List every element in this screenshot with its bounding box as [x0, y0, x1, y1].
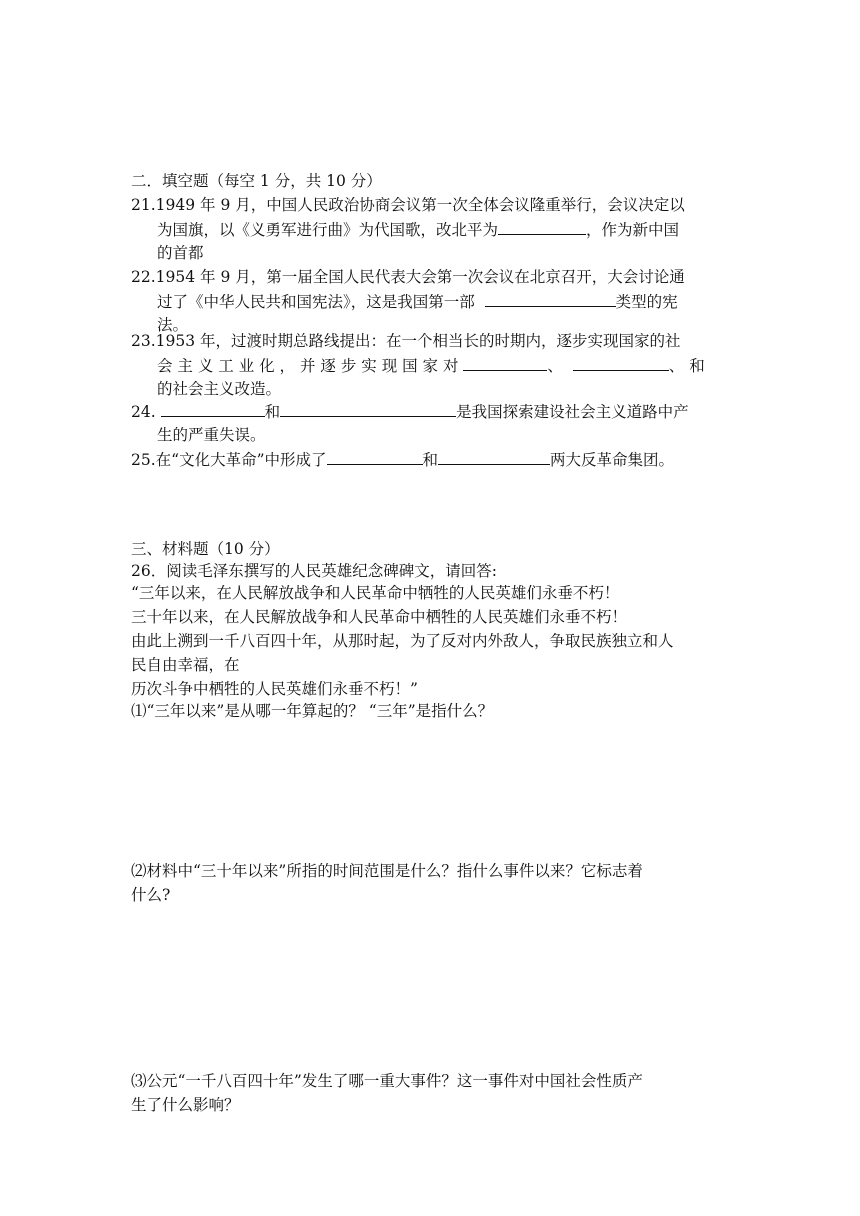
material-line-3: 由此上溯到一千八百四十年，从那时起，为了反对内外敌人，争取民族独立和人 — [131, 632, 674, 650]
q25-blank-1[interactable] — [327, 448, 423, 465]
material-line-1: “三年以来，在人民解放战争和人民革命中牺牲的人民英雄们永垂不朽！ — [131, 584, 620, 602]
sub-question-2-line1: ⑵材料中“三十年以来”所指的时间范围是什么？指什么事件以来？它标志着 — [131, 862, 643, 880]
q22-line1: 22.1954 年 9 月，第一届全国人民代表大会第一次会议在北京召开，大会讨论通 — [131, 268, 685, 286]
q22-text-b: 类型的宪 — [615, 293, 678, 311]
q23-line2 — [157, 354, 705, 377]
q25-text-b: 两大反革命集团。 — [550, 451, 675, 469]
q22-blank[interactable] — [485, 290, 616, 307]
q23-text-a: 会 主 义 工 业 化 ， 并 逐 步 实 现 国 家 对 — [157, 357, 459, 375]
section-fill-heading: 二．填空题（每空 1 分，共 10 分） — [131, 172, 382, 190]
q23-line3: 的社会主义改造。 — [157, 380, 282, 398]
sub-question-1: ⑴“三年以来”是从哪一年算起的？ “三年”是指什么？ — [131, 702, 494, 720]
q25-line — [131, 448, 674, 471]
q22-text-a: 过了《中华人民共和国宪法》，这是我国第一部 — [157, 293, 475, 311]
q24-number: 24. — [131, 403, 156, 421]
q22-line3: 法。 — [157, 316, 189, 334]
q23-blank-2[interactable] — [573, 354, 669, 371]
q25-text-a: 25.在“文化大革命”中形成了 — [131, 451, 327, 469]
q24-and: 和 — [264, 403, 281, 421]
q21-line2 — [157, 218, 679, 241]
q23-blank-1[interactable] — [463, 354, 547, 371]
q23-sep-1: 、 — [547, 357, 563, 375]
q23-line1: 23.1953 年，过渡时期总路线提出：在一个相当长的时期内，逐步实现国家的社 — [131, 332, 681, 350]
sub-question-2-line2: 什么? — [131, 886, 171, 904]
q21-text-b: ，作为新中国 — [586, 221, 680, 239]
sub-question-3-line1: ⑶公元“一千八百四十年”发生了哪一重大事件？这一事件对中国社会性质产 — [131, 1072, 643, 1090]
sub-question-3-line2: 生了什么影响？ — [131, 1096, 240, 1114]
q23-sep-2: 、 和 — [668, 357, 705, 375]
material-line-4: 民自由幸福，在 — [131, 656, 240, 674]
q24-blank-1[interactable] — [161, 400, 265, 417]
q24-blank-2[interactable] — [280, 400, 456, 417]
q21-line1: 21.1949 年 9 月，中国人民政治协商会议第一次全体会议隆重举行，会议决定以 — [131, 196, 685, 214]
q24-line2: 生的严重失误。 — [157, 426, 266, 444]
q22-line2 — [157, 290, 678, 313]
q25-and: 和 — [422, 451, 439, 469]
material-line-5: 历次斗争中栖牲的人民英雄们永垂不朽！” — [131, 680, 418, 698]
q24-line1 — [131, 400, 689, 423]
q21-text-a: 为国旗，以《义勇军进行曲》为代国歌，改北平为 — [157, 221, 499, 239]
material-line-2: 三十年以来，在人民解放战争和人民革命中栖牲的人民英雄们永垂不朽！ — [131, 608, 628, 626]
q24-text-b: 是我国探索建设社会主义道路中产 — [456, 403, 689, 421]
section-material-heading: 三、材料题（10 分） — [131, 540, 280, 558]
q26-prompt: 26．阅读毛泽东撰写的人民英雄纪念碑碑文，请回答: — [131, 562, 497, 580]
q21-line3: 的首都 — [157, 244, 204, 262]
q25-blank-2[interactable] — [438, 448, 550, 465]
q21-blank[interactable] — [498, 218, 586, 235]
